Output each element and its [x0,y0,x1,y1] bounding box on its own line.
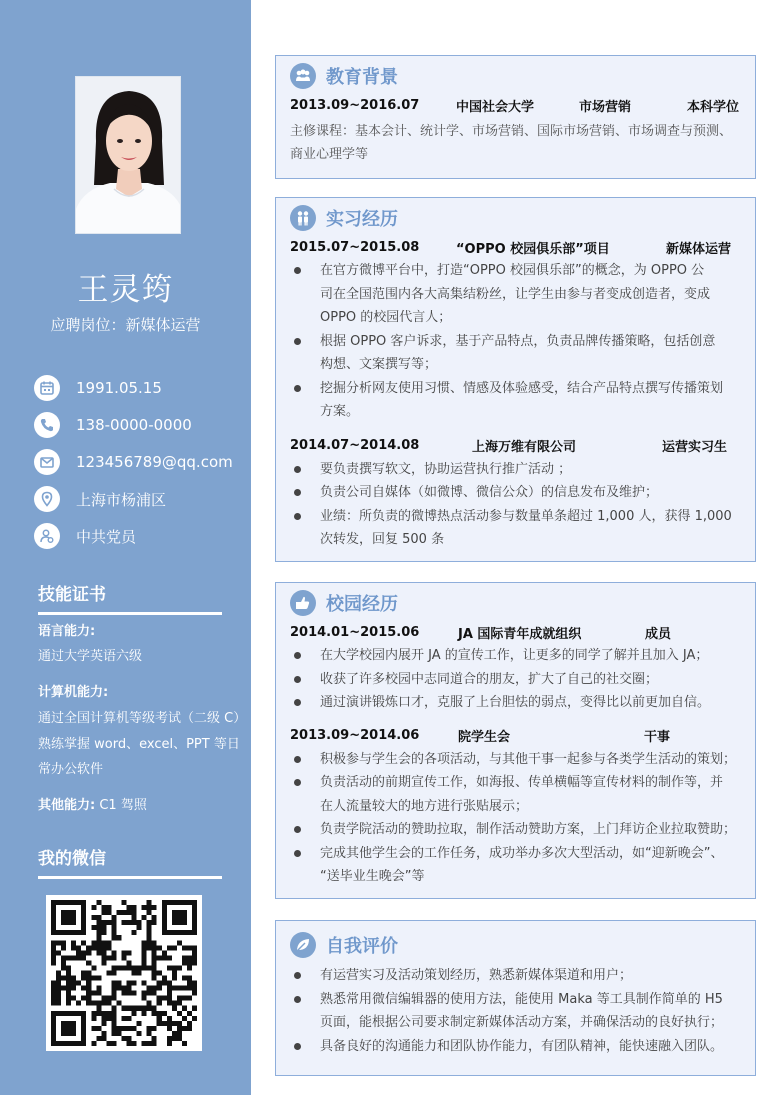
campus-1-bullets [290,644,741,715]
education-courses-2: 商业心理学等 [290,147,369,162]
skills-heading: 技能证书 [38,580,222,615]
computer-text-2: 熟练掌握 word、excel、PPT 等日 [38,737,240,752]
internship-1-period: 2015.07~2015.08 [290,239,420,255]
thumbs-up-icon [290,590,316,616]
campus-2-role: 干事 [644,730,671,745]
email-icon [34,449,60,475]
internship-2-row [290,434,741,458]
campus-1-org: JA 国际青年成就组织 [458,626,582,642]
sidebar [0,0,251,1095]
contact-birthday [34,375,162,401]
phone-text: 138-0000-0000 [76,416,192,434]
self-evaluation-section [275,920,756,1076]
contact-address [34,486,166,512]
computer-label: 计算机能力: [38,685,109,700]
campus-2-bullets [290,748,741,889]
list-item: 负责活动的前期宣传工作，如海报、传单横幅等宣传材料的制作等，并 在人流量较大的地方进行张贴展示； [290,771,741,818]
internship-1-bullets [290,259,741,424]
education-major: 市场营销 [579,99,632,115]
list-item: 负责学院活动的赞助拉取，制作活动赞助方案，上门拜访企业拉取赞助； [290,818,741,842]
contact-email [34,449,233,475]
education-school: 中国社会大学 [456,99,535,115]
contact-political [34,523,136,549]
education-title: 教育背景 [326,67,398,88]
list-item: 要负责撰写软文，协助运营执行推广活动 ； [290,458,741,482]
education-courses-1: 主修课程：基本会计、统计学、市场营销、国际市场营销、市场调查与预测、 [290,124,733,139]
education-section [275,55,756,179]
list-item: 根据 OPPO 客户诉求，基于产品特点，负责品牌传播策略，包括创意 构想、文案撰写等； [290,330,741,377]
internship-title: 实习经历 [326,209,398,230]
calendar-icon [34,375,60,401]
campus-1-row [290,620,741,644]
list-item: 通过演讲锻炼口才，克服了上台胆怯的弱点，变得比以前更加自信。 [290,691,741,715]
birthday-text: 1991.05.15 [76,379,162,397]
other-skill [38,793,147,819]
computer-text-3: 常办公软件 [38,762,104,777]
campus-section [275,582,756,899]
list-item: 熟悉常用微信编辑器的使用方法，能使用 Maka 等工具制作简单的 H5 页面，能根据公司要求制定新媒体活动方案，并确保活动的良好执行； [290,988,741,1035]
list-item: 具备良好的沟通能力和团队协作能力，有团队精神，能快速融入团队。 [290,1035,741,1059]
computer-text-1: 通过全国计算机等级考试（二级 C） [38,711,247,726]
party-icon [34,523,60,549]
list-item: 完成其他学生会的工作任务，成功举办多次大型活动，如“迎新晚会”、 “送毕业生晚会”等 [290,842,741,889]
internship-1-role: 新媒体运营 [666,241,732,257]
other-text: C1 驾照 [99,798,147,813]
wechat-heading: 我的微信 [38,844,222,879]
location-icon [34,486,60,512]
internship-2-bullets [290,458,741,552]
phone-icon [34,412,60,438]
campus-title: 校园经历 [326,594,398,615]
job-position: 应聘岗位：新媒体运营 [50,316,201,334]
internship-1-org: “OPPO 校园俱乐部”项目 [456,241,610,257]
campus-2-period: 2013.09~2014.06 [290,728,420,743]
education-period: 2013.09~2016.07 [290,97,420,113]
campus-2-row [290,724,741,748]
self-evaluation-bullets [290,964,741,1058]
list-item: 业绩：所负责的微博热点活动参与数量单条超过 1,000 人，获得 1,000 次转发，回复 500 条 [290,505,741,552]
language-text: 通过大学英语六级 [38,649,143,664]
address-text: 上海市杨浦区 [76,490,167,509]
list-item: 有运营实习及活动策划经历，熟悉新媒体渠道和用户； [290,964,741,988]
internship-2-role: 运营实习生 [662,440,728,455]
internship-2-org: 上海万维有限公司 [472,440,577,455]
language-label: 语言能力: [38,624,96,639]
leaf-icon [290,932,316,958]
candidate-name: 王灵筠 [77,272,174,308]
email-text: 123456789@qq.com [76,453,233,471]
profile-photo [75,76,181,234]
wechat-qr-code [46,895,202,1051]
list-item: 负责公司自媒体（如微博、微信公众）的信息发布及维护； [290,481,741,505]
campus-1-role: 成员 [645,626,672,642]
list-item: 挖掘分析网友使用习惯、情感及体验感受，结合产品特点撰写传播策划 方案。 [290,377,741,424]
campus-1-period: 2014.01~2015.06 [290,624,420,640]
campus-2-org: 院学生会 [458,730,511,745]
list-item: 积极参与学生会的各项活动，与其他干事一起参与各类学生活动的策划； [290,748,741,772]
internship-1-row [290,235,741,259]
internship-section [275,197,756,562]
graduation-icon [290,63,316,89]
education-degree: 本科学位 [687,99,740,115]
education-row [290,93,741,117]
team-icon [290,205,316,231]
internship-2-period: 2014.07~2014.08 [290,438,420,453]
other-label: 其他能力: [38,798,96,813]
self-evaluation-title: 自我评价 [326,936,398,957]
list-item: 在官方微博平台中，打造“OPPO 校园俱乐部”的概念，为 OPPO 公 司在全国范围内各大高集结粉丝，让学生由参与者变成创造者，变成 OPPO 的校园代言人； [290,259,741,330]
list-item: 收获了许多校园中志同道合的朋友，扩大了自己的社交圈； [290,668,741,692]
list-item: 在大学校园内展开 JA 的宣传工作，让更多的同学了解并且加入 JA； [290,644,741,668]
political-text: 中共党员 [76,527,137,546]
contact-phone [34,412,192,438]
